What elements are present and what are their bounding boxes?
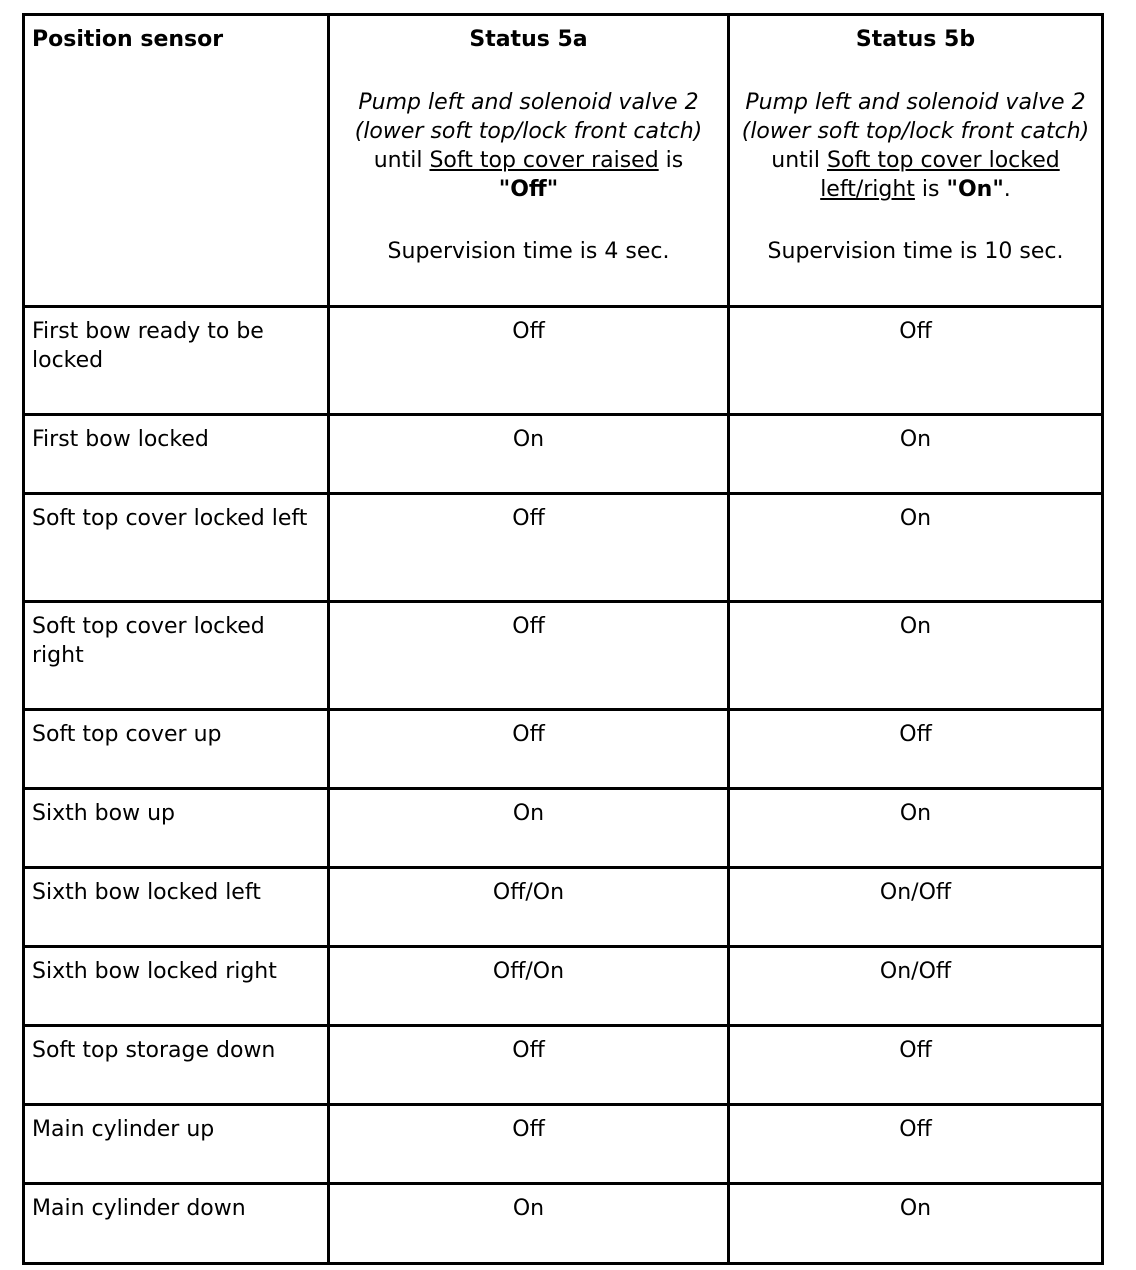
status-5a-title: Status 5a — [469, 27, 588, 52]
status-5b-desc-is: is — [914, 177, 947, 202]
status-5b-value: On — [729, 602, 1103, 710]
table-row — [24, 494, 1103, 602]
header-position-sensor — [24, 15, 329, 307]
status-5a-supervision: Supervision time is 4 sec. — [387, 239, 670, 264]
sensor-name: Sixth bow locked right — [24, 947, 329, 1026]
sensor-name: First bow ready to be locked — [24, 307, 329, 415]
status-5a-desc-until: until — [373, 148, 430, 173]
status-5a-value: On — [329, 789, 729, 868]
header-status-5a — [329, 15, 729, 307]
status-5b-value: Off — [729, 1105, 1103, 1184]
status-5a-value: Off — [329, 494, 729, 602]
status-5a-desc-italic: Pump left and solenoid valve 2 (lower soft top/lock front catch) — [354, 90, 703, 144]
status-5b-value: On/Off — [729, 947, 1103, 1026]
status-5b-desc-until: until — [771, 148, 827, 173]
header-row — [24, 15, 1103, 307]
status-5b-value: Off — [729, 1026, 1103, 1105]
status-5b-desc-link: Soft top cover locked left/right — [820, 148, 1060, 202]
position-sensor-heading: Position sensor — [32, 27, 224, 52]
position-sensor-table — [22, 13, 1104, 1265]
status-5b-supervision: Supervision time is 10 sec. — [767, 239, 1064, 264]
table-row — [24, 947, 1103, 1026]
status-5a-value: Off — [329, 602, 729, 710]
table-row — [24, 710, 1103, 789]
sensor-name: Soft top storage down — [24, 1026, 329, 1105]
status-5a-value: On — [329, 415, 729, 494]
status-5b-desc-end: . — [1003, 177, 1011, 202]
status-5b-value: Off — [729, 710, 1103, 789]
header-status-5b — [729, 15, 1103, 307]
table-row — [24, 868, 1103, 947]
sensor-name: Soft top cover locked right — [24, 602, 329, 710]
sensor-name: Sixth bow up — [24, 789, 329, 868]
table-row — [24, 415, 1103, 494]
status-5a-value: Off — [329, 710, 729, 789]
status-5a-value: Off — [329, 307, 729, 415]
status-5a-desc-value: "Off" — [498, 177, 559, 202]
sensor-name: Main cylinder up — [24, 1105, 329, 1184]
status-5a-desc-is: is — [658, 148, 684, 173]
status-5a-value: Off — [329, 1026, 729, 1105]
status-5b-desc-italic: Pump left and solenoid valve 2 (lower soft top/lock front catch) — [741, 90, 1090, 144]
sensor-name: Soft top cover up — [24, 710, 329, 789]
status-5a-desc-link: Soft top cover raised — [429, 148, 659, 173]
sensor-name: First bow locked — [24, 415, 329, 494]
table-row — [24, 1184, 1103, 1264]
status-5b-desc-value: "On" — [946, 177, 1004, 202]
status-5b-value: On — [729, 415, 1103, 494]
status-5a-value: Off — [329, 1105, 729, 1184]
status-5b-value: On — [729, 494, 1103, 602]
sensor-name: Soft top cover locked left — [24, 494, 329, 602]
status-5b-value: On — [729, 1184, 1103, 1264]
table-row — [24, 1105, 1103, 1184]
status-5b-description — [737, 88, 1094, 204]
table-row — [24, 1026, 1103, 1105]
table-row — [24, 307, 1103, 415]
status-5b-value: Off — [729, 307, 1103, 415]
status-5b-title: Status 5b — [855, 27, 976, 52]
sensor-name: Main cylinder down — [24, 1184, 329, 1264]
status-5a-value: Off/On — [329, 868, 729, 947]
table-row — [24, 602, 1103, 710]
status-5b-value: On — [729, 789, 1103, 868]
status-5a-value: Off/On — [329, 947, 729, 1026]
status-5b-value: On/Off — [729, 868, 1103, 947]
table-row — [24, 789, 1103, 868]
status-5a-description — [337, 88, 720, 204]
sensor-name: Sixth bow locked left — [24, 868, 329, 947]
status-5a-value: On — [329, 1184, 729, 1264]
